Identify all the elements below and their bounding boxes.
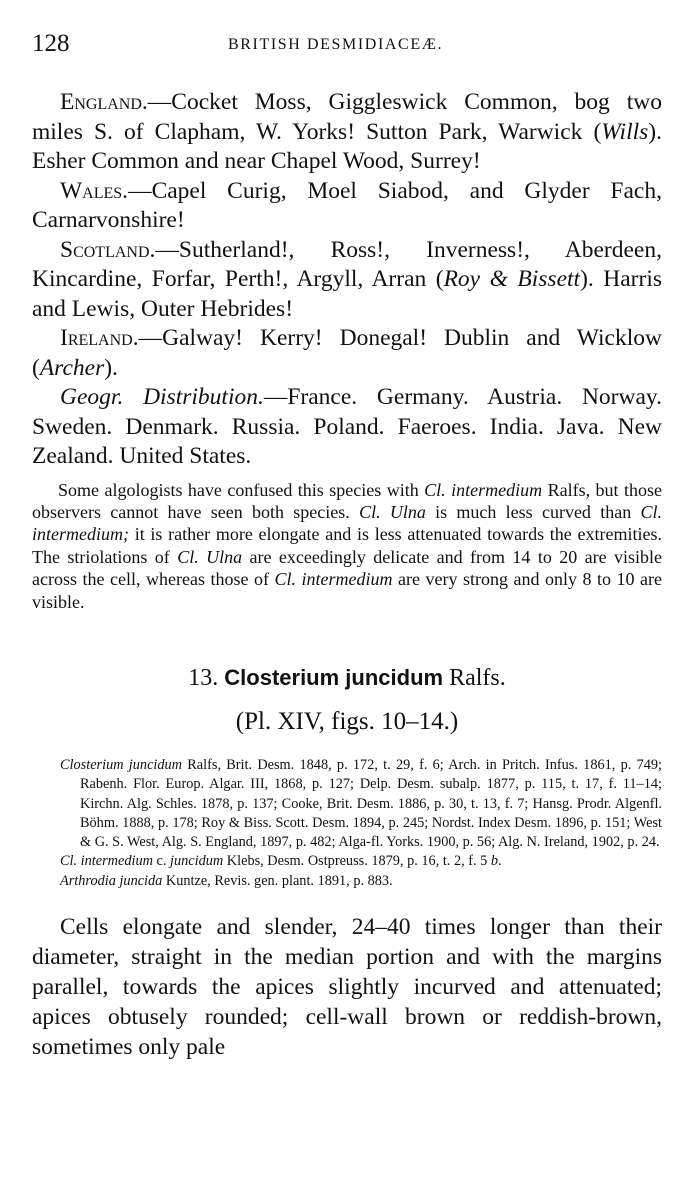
- plate-reference: (Pl. XIV, figs. 10–14.): [235, 707, 459, 735]
- collector-name: Wills: [601, 118, 649, 145]
- species-number: 13.: [188, 664, 219, 691]
- locality-england: England.—Cocket Moss, Giggleswick Common, bog two miles S. of Clapham, W. Yorks! Sutton Park, Warwick (Wills). Esher Common and near Chapel Wood, Surrey!: [32, 89, 662, 174]
- synonymy-entry: Closterium juncidum Ralfs, Brit. Desm. 1848, p. 172, t. 29, f. 6; Arch. in Pritch. Infus. 1861, p. 749; Rabenh. Flor. Europ. Algar. III, 1868, p. 127; Delp. Desm. subalp. 1877, p. 115, t. 17, f. 11–14; Kirchn. Alg. Schles. 1878, p. 137; Cooke, Brit. Desm. 1886, p. 30, t. 13, f. 7; Hansg. Prodr. Algenfl. Böhm. 1888, p. 178; Roy & Biss. Scott. Desm. 1894, p. 245; Nordst. Index Desm. 1896, p. 151; West & G. S. West, Alg. S. England, 1897, p. 482; Alga-fl. Yorks. 1900, p. 56; Alg. N. Ireland, 1902, p. 24.: [60, 756, 662, 851]
- comparison-note: Some algologists have confused this species with Cl. intermedium Ralfs, but those observers cannot have seen both species. Cl. Ulna is much less curved than Cl. intermedium; it is rather more elongate and is less attenuated towards the extremities. The striolations of Cl. Ulna are exceedingly delicate and from 14 to 20 are visible across the cell, whereas those of Cl. intermedium are very strong and only 8 to 10 are visible.: [32, 479, 663, 612]
- localities-section: [32, 88, 662, 472]
- locality-ireland: Ireland.—Galway! Kerry! Donegal! Dublin and Wicklow (Archer).: [32, 325, 662, 381]
- collector-name: Roy & Bissett: [443, 266, 581, 292]
- distribution-label: Geogr. Distribution.: [60, 384, 264, 410]
- region-label: Scotland.: [60, 236, 156, 263]
- running-title: BRITISH DESMIDIACEÆ.: [228, 36, 444, 53]
- synonymy-entry: Arthrodia juncida Kuntze, Revis. gen. plant. 1891, p. 883.: [60, 872, 393, 889]
- region-label: Wales.: [60, 177, 129, 204]
- running-head: [32, 30, 662, 66]
- synonymy-entry: Cl. intermedium c. juncidum Klebs, Desm. Ostpreuss. 1879, p. 16, t. 2, f. 5 b.: [60, 853, 502, 870]
- region-label: Ireland.: [60, 325, 139, 351]
- page-number: 128: [32, 30, 70, 57]
- species-name: Closterium juncidum: [224, 664, 444, 690]
- species-author: Ralfs.: [449, 664, 506, 691]
- locality-wales: Wales.—Capel Curig, Moel Siabod, and Glyder Fach, Carnarvonshire!: [32, 177, 662, 233]
- region-label: England.: [60, 89, 148, 115]
- species-description: Cells elongate and slender, 24–40 times longer than their diameter, straight in the median portion and with the margins parallel, towards the apices slightly incurved and attenuated; apices obtusely rounded; cell-wall brown or reddish-brown, sometimes only pale: [32, 914, 662, 1061]
- collector-name: Archer: [39, 354, 105, 381]
- synonymy-list: [32, 756, 662, 891]
- locality-scotland: Scotland.—Sutherland!, Ross!, Inverness!, Aberdeen, Kincardine, Forfar, Perth!, Argyll, Arran (Roy & Bissett). Harris and Lewis, Outer Hebrides!: [32, 236, 662, 322]
- species-heading: [32, 663, 662, 693]
- geographic-distribution: Geogr. Distribution.—France. Germany. Austria. Norway. Sweden. Denmark. Russia. Poland. Faeroes. India. Java. New Zealand. United States.: [32, 384, 663, 469]
